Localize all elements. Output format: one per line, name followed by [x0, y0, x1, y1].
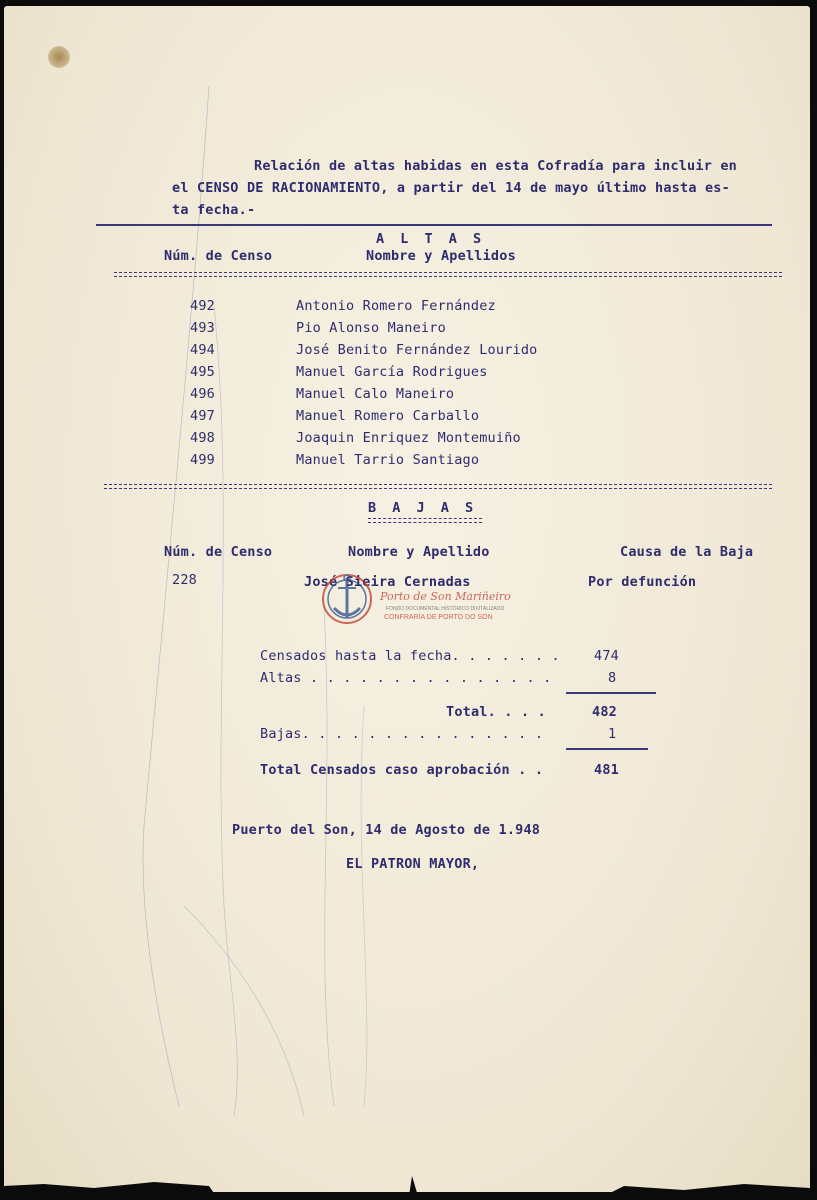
altas-col-name: Nombre y Apellidos [366, 248, 516, 264]
sum-rule-2 [566, 748, 648, 750]
altas-num: 494 [190, 342, 215, 358]
altas-name: Manuel Tarrio Santiago [296, 452, 480, 468]
bajas-sum-value: 1 [608, 726, 617, 742]
anchor-seal-icon [314, 566, 380, 632]
altas-name: Manuel Romero Carballo [296, 408, 480, 424]
altas-name: Manuel García Rodrigues [296, 364, 488, 380]
altas-title: A L T A S [376, 231, 486, 247]
altas-sum-value: 8 [608, 670, 617, 686]
altas-double-rule [114, 272, 782, 277]
altas-col-num: Núm. de Censo [164, 248, 273, 264]
altas-name: Manuel Calo Maneiro [296, 386, 455, 402]
censados-label: Censados hasta la fecha. . . . . . . [260, 648, 560, 664]
altas-num: 498 [190, 430, 215, 446]
place-date: Puerto del Son, 14 de Agosto de 1.948 [232, 822, 541, 838]
header-rule [96, 224, 772, 226]
bajas-name: José Sieira Cernadas [304, 574, 471, 590]
torn-bottom-edge [4, 1156, 810, 1196]
signature-title: EL PATRON MAYOR, [346, 856, 480, 872]
altas-name: Antonio Romero Fernández [296, 298, 496, 314]
watermark-line-2: FONDO DOCUMENTAL HISTÓRICO DIXITALIZADO [386, 606, 505, 612]
archive-watermark [314, 566, 514, 636]
altas-num: 493 [190, 320, 215, 336]
altas-num: 495 [190, 364, 215, 380]
altas-name: Pio Alonso Maneiro [296, 320, 446, 336]
bajas-title: B A J A S [368, 500, 478, 516]
altas-num: 496 [190, 386, 215, 402]
altas-sum-label: Altas . . . . . . . . . . . . . . . [260, 670, 552, 686]
altas-num: 499 [190, 452, 215, 468]
altas-name: Joaquin Enriquez Montemuiño [296, 430, 521, 446]
altas-num: 492 [190, 298, 215, 314]
watermark-line-3: CONFRARÍA DE PORTO DO SON [384, 614, 493, 621]
bajas-col-num: Núm. de Censo [164, 544, 273, 560]
censados-value: 474 [594, 648, 619, 664]
bajas-title-underline [368, 518, 482, 523]
total-label: Total. . . . [446, 704, 546, 720]
bajas-cause: Por defunción [588, 574, 697, 590]
total-value: 482 [592, 704, 617, 720]
final-value: 481 [594, 762, 619, 778]
bajas-num: 228 [172, 572, 197, 588]
watermark-line-1: Porto de Son Mariñeiro [380, 590, 511, 603]
altas-num: 497 [190, 408, 215, 424]
intro-line-3: ta fecha.- [172, 202, 256, 218]
intro-line-1: Relación de altas habidas en esta Cofradía para incluir en [254, 158, 738, 174]
bajas-col-name: Nombre y Apellido [348, 544, 490, 560]
intro-line-2: el CENSO DE RACIONAMIENTO, a partir del 14 de mayo último hasta es- [172, 180, 730, 196]
final-label: Total Censados caso aprobación . . [260, 762, 544, 778]
document-page [4, 6, 810, 1192]
bajas-sum-label: Bajas. . . . . . . . . . . . . . . [260, 726, 544, 742]
bajas-double-rule [104, 484, 772, 489]
sum-rule-1 [566, 692, 656, 694]
altas-name: José Benito Fernández Lourido [296, 342, 538, 358]
bajas-col-cause: Causa de la Baja [620, 544, 754, 560]
